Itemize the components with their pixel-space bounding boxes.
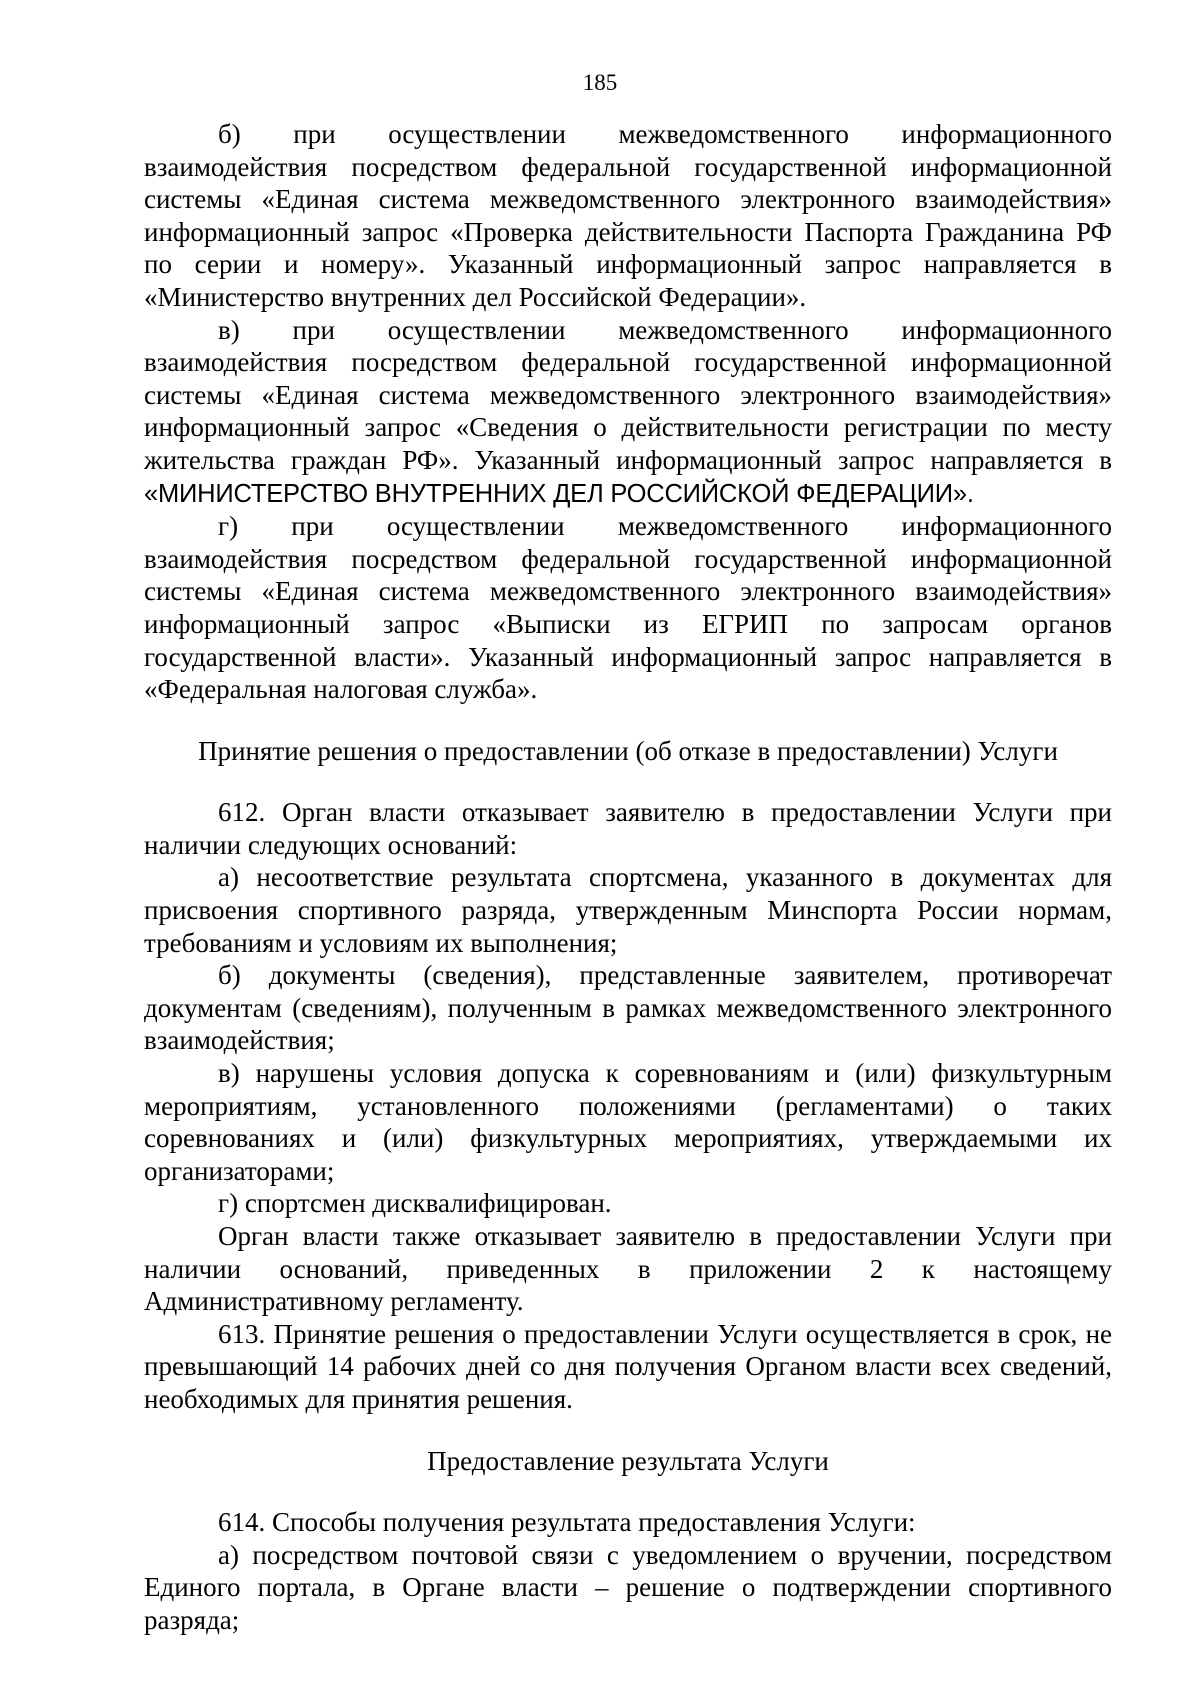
paragraph-612-g: г) спортсмен дисквалифицирован. xyxy=(218,1188,612,1219)
section-heading-result: Предоставление результата Услуги xyxy=(427,1445,829,1476)
paragraph-612-b: б) документы (сведения), представленные заявителем, противоречат документам (сведениям), полученным в рамках межведомственного электронного взаимодействия; xyxy=(144,960,1112,1056)
paragraph-614: 614. Способы получения результата предоставления Услуги: xyxy=(218,1507,916,1538)
paragraph-additional-refusal: Орган власти также отказывает заявителю в предоставлении Услуги при наличии оснований, приведенных в приложении 2 к настоящему Административному регламенту. xyxy=(144,1221,1112,1317)
paragraph-612-v: в) нарушены условия допуска к соревнованиям и (или) физкультурным мероприятиям, установленного положениями (регламентами) о таких соревнованиях и (или) физкультурных мероприятиях, утверждаемыми их организаторами; xyxy=(144,1058,1112,1186)
paragraph-612-a: а) несоответствие результата спортсмена, указанного в документах для присвоения спортивного разряда, утвержденным Минспорта России нормам, требованиям и условиям их выполнения; xyxy=(144,862,1112,958)
document-body xyxy=(144,118,1112,1637)
section-heading-decision: Принятие решения о предоставлении (об отказе в предоставлении) Услуги xyxy=(198,735,1058,766)
paragraph-613: 613. Принятие решения о предоставлении Услуги осуществляется в срок, не превышающий 14 рабочих дней со дня получения Органом власти всех сведений, необходимых для принятия решения. xyxy=(144,1318,1112,1414)
paragraph-item-v xyxy=(144,314,1112,511)
page-number: 185 xyxy=(582,70,618,95)
paragraph-612: 612. Орган власти отказывает заявителю в предоставлении Услуги при наличии следующих оснований: xyxy=(144,797,1112,860)
paragraph-item-b: б) при осуществлении межведомственного информационного взаимодействия посредством федеральной государственной информационной системы «Единая система межведомственного электронного взаимодействия» информационный запрос «Проверка действительности Паспорта Гражданина РФ по серии и номеру». Указанный информационный запрос направляется в «Министерство внутренних дел Российской Федерации». xyxy=(144,119,1112,312)
paragraph-item-g: г) при осуществлении межведомственного информационного взаимодействия посредством федеральной государственной информационной системы «Единая система межведомственного электронного взаимодействия» информационный запрос «Выписки из ЕГРИП по запросам органов государственной власти». Указанный информационный запрос направляется в «Федеральная налоговая служба». xyxy=(144,511,1112,705)
paragraph-item-v-text: в) при осуществлении межведомственного информационного взаимодействия посредством федеральной государственной информационной системы «Единая система межведомственного электронного взаимодействия» информационный запрос «Сведения о действительности регистрации по месту жительства граждан РФ». Указанный информационный запрос направляется в xyxy=(144,314,1112,475)
paragraph-item-v-organization: «МИНИСТЕРСТВО ВНУТРЕННИХ ДЕЛ РОССИЙСКОЙ ФЕДЕРАЦИИ». xyxy=(144,479,974,508)
paragraph-614-a: а) посредством почтовой связи с уведомлением о вручении, посредством Единого портала, в Органе власти – решение о подтверждении спортивного разряда; xyxy=(144,1539,1112,1635)
